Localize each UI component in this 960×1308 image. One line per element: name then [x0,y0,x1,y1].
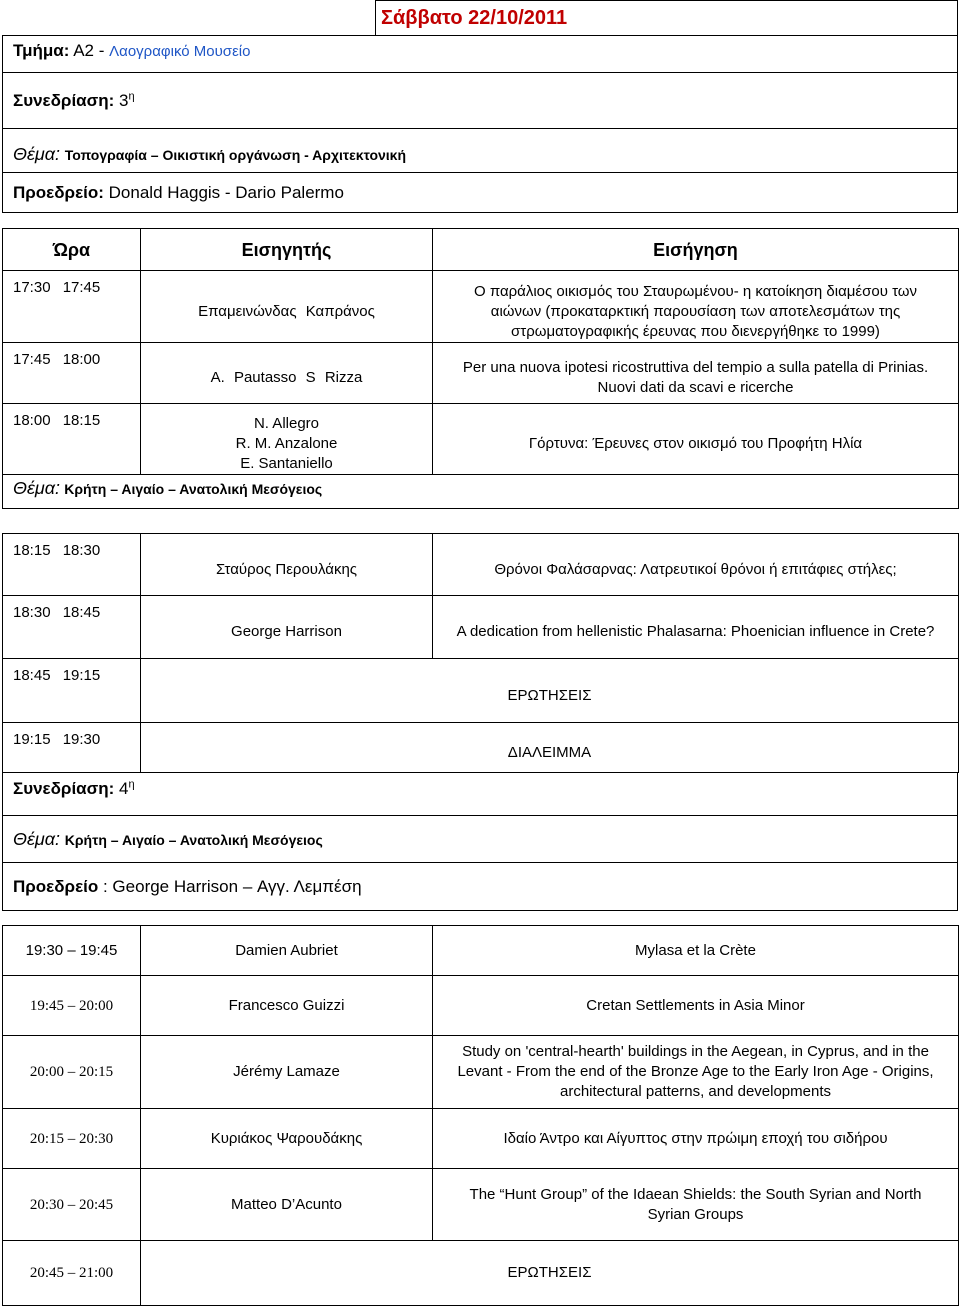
table-row [3,534,959,596]
speaker-cell: Σταύρος Περουλάκης [141,534,433,596]
date-header [375,0,958,36]
table-row [3,976,959,1036]
talk-line: Study on 'central-hearth' buildings in the Aegean, in Cyprus, and in the [462,1043,929,1060]
talk-cell [433,1169,959,1241]
time-cell: 20:45 – 21:00 [3,1241,141,1306]
talk-cell [433,976,959,1036]
talk-cell [433,926,959,976]
theme-label: Θέμα: [13,477,61,498]
chair-label: Προεδρείο: [13,182,104,202]
schedule-table-1 [2,228,959,509]
chair-names: Donald Haggis - Dario Palermo [108,182,344,202]
table-row [3,1169,959,1241]
theme-cell [3,129,958,173]
speaker-cell [141,343,433,404]
questions-label: ΕΡΩΤΗΣΕΙΣ [141,659,959,723]
table-row [3,404,959,475]
theme-label: Θέμα: [13,144,61,164]
speaker-name: E. Santaniello [240,455,333,472]
time-cell: 17:30 17:45 [3,271,141,343]
questions-label: ΕΡΩΤΗΣΕΙΣ [141,1241,959,1306]
theme-text: Κρήτη – Αιγαίο – Ανατολική Μεσόγειος [64,831,323,848]
time-cell: 19:30 – 19:45 [3,926,141,976]
session-number: 4 [119,779,129,798]
time-cell: 20:30 – 20:45 [3,1169,141,1241]
speaker-cell: George Harrison [141,596,433,659]
section-cell [3,36,958,73]
theme-text: Κρήτη – Αιγαίο – Ανατολική Μεσόγειος [64,480,323,497]
talk-line: architectural patterns, and developments [560,1083,831,1100]
column-header-time: Ώρα [3,229,141,271]
time-cell: 18:30 18:45 [3,596,141,659]
talk-line: Levant - From the end of the Bronze Age to the Early Iron Age - Origins, [457,1063,934,1080]
session-number-superscript: η [128,89,135,102]
speaker-cell: Jérémy Lamaze [141,1036,433,1109]
talk-line: Ιδαίο Άντρο και Αίγυπτος στην πρώιμη εποχή του σιδήρου [503,1129,888,1147]
talk-line: Mylasa et la Crète [635,941,756,959]
theme-cell [3,816,958,863]
session-3-header [2,35,958,213]
theme-cell [3,475,959,509]
speaker-cell: Matteo D’Acunto [141,1169,433,1241]
talk-line: Γόρτυνα: Έρευνες στον οικισμό του Προφήτη Ηλία [528,435,863,452]
session-label: Συνεδρίαση: [13,90,115,110]
session-cell [3,773,958,816]
table-row [3,596,959,659]
theme-row [3,475,959,509]
talk-line: Per una nuova ipotesi ricostruttiva del tempio a sulla patella di Prinias. [462,359,929,376]
speaker-cell [141,271,433,343]
time-cell: 18:00 18:15 [3,404,141,475]
table-row [3,723,959,773]
talk-line: αιώνων (προκαταρκτική παρουσίαση των αποτελεσμάτων της [490,302,901,320]
speaker-cell [141,404,433,475]
table-row [3,1036,959,1109]
table-row [3,1109,959,1169]
time-cell: 20:00 – 20:15 [3,1036,141,1109]
talk-line: στρωματογραφικής έρευνας που διενεργήθηκε το 1999) [511,322,880,340]
table-row [3,271,959,343]
time-cell: 20:15 – 20:30 [3,1109,141,1169]
talk-cell [433,404,959,475]
section-label: Τμήμα: [13,41,70,60]
talk-cell: A dedication from hellenistic Phalasarna: Phoenician influence in Crete? [433,596,959,659]
speaker-cell: Κυριάκος Ψαρουδάκης [141,1109,433,1169]
talk-cell [433,1036,959,1109]
column-header-row [3,229,959,271]
speaker-name: R. M. Anzalone [235,435,338,452]
column-header-talk: Εισήγηση [433,229,959,271]
speaker-name: Επαμεινώνδας Καπράνος [198,302,375,320]
talk-cell: Θρόνοι Φαλάσαρνας: Λατρευτικοί θρόνοι ή επιτάφιες στήλες; [433,534,959,596]
schedule-table-2 [2,533,959,773]
speaker-cell: Damien Aubriet [141,926,433,976]
chair-label: Προεδρείο [13,876,99,896]
talk-line: The “Hunt Group” of the Idaean Shields: the South Syrian and North [469,1185,922,1203]
talk-line: Cretan Settlements in Asia Minor [586,996,805,1014]
column-header-speaker: Εισηγητής [141,229,433,271]
session-4-header [2,772,958,911]
session-label: Συνεδρίαση: [13,779,115,798]
talk-cell [433,1109,959,1169]
time-cell: 18:45 19:15 [3,659,141,723]
theme-text: Τοπογραφία – Οικιστική οργάνωση - Αρχιτεκτονική [64,147,407,163]
speaker-name: A. Pautasso S Rizza [210,369,363,386]
time-cell: 18:15 18:30 [3,534,141,596]
table-row [3,926,959,976]
speaker-cell: Francesco Guizzi [141,976,433,1036]
chair-names: : George Harrison – Αγγ. Λεμπέση [102,876,362,896]
chair-cell [3,863,958,911]
session-cell [3,73,958,129]
date-text: Σάββατο 22/10/2011 [381,7,568,29]
break-label: ΔΙΑΛΕΙΜΜΑ [141,723,959,773]
section-code: Α2 - [73,41,105,60]
table-row [3,659,959,723]
talk-cell [433,271,959,343]
talk-line: Ο παράλιος οικισμός του Σταυρωμένου- η κατοίκηση διαμέσου των [474,282,917,300]
speaker-name: N. Allegro [253,415,320,432]
session-number: 3 [119,90,129,110]
talk-cell [433,343,959,404]
talk-line: Syrian Groups [647,1205,744,1223]
chair-cell [3,173,958,213]
theme-label: Θέμα: [13,828,61,849]
section-venue: Λαογραφικό Μουσείο [109,43,251,60]
time-cell: 17:45 18:00 [3,343,141,404]
time-cell: 19:15 19:30 [3,723,141,773]
talk-line: Nuovi dati da scavi e ricerche [597,379,794,396]
schedule-table-3 [2,925,959,1306]
table-row [3,1241,959,1306]
table-row [3,343,959,404]
session-number-superscript: η [128,778,135,791]
time-cell: 19:45 – 20:00 [3,976,141,1036]
